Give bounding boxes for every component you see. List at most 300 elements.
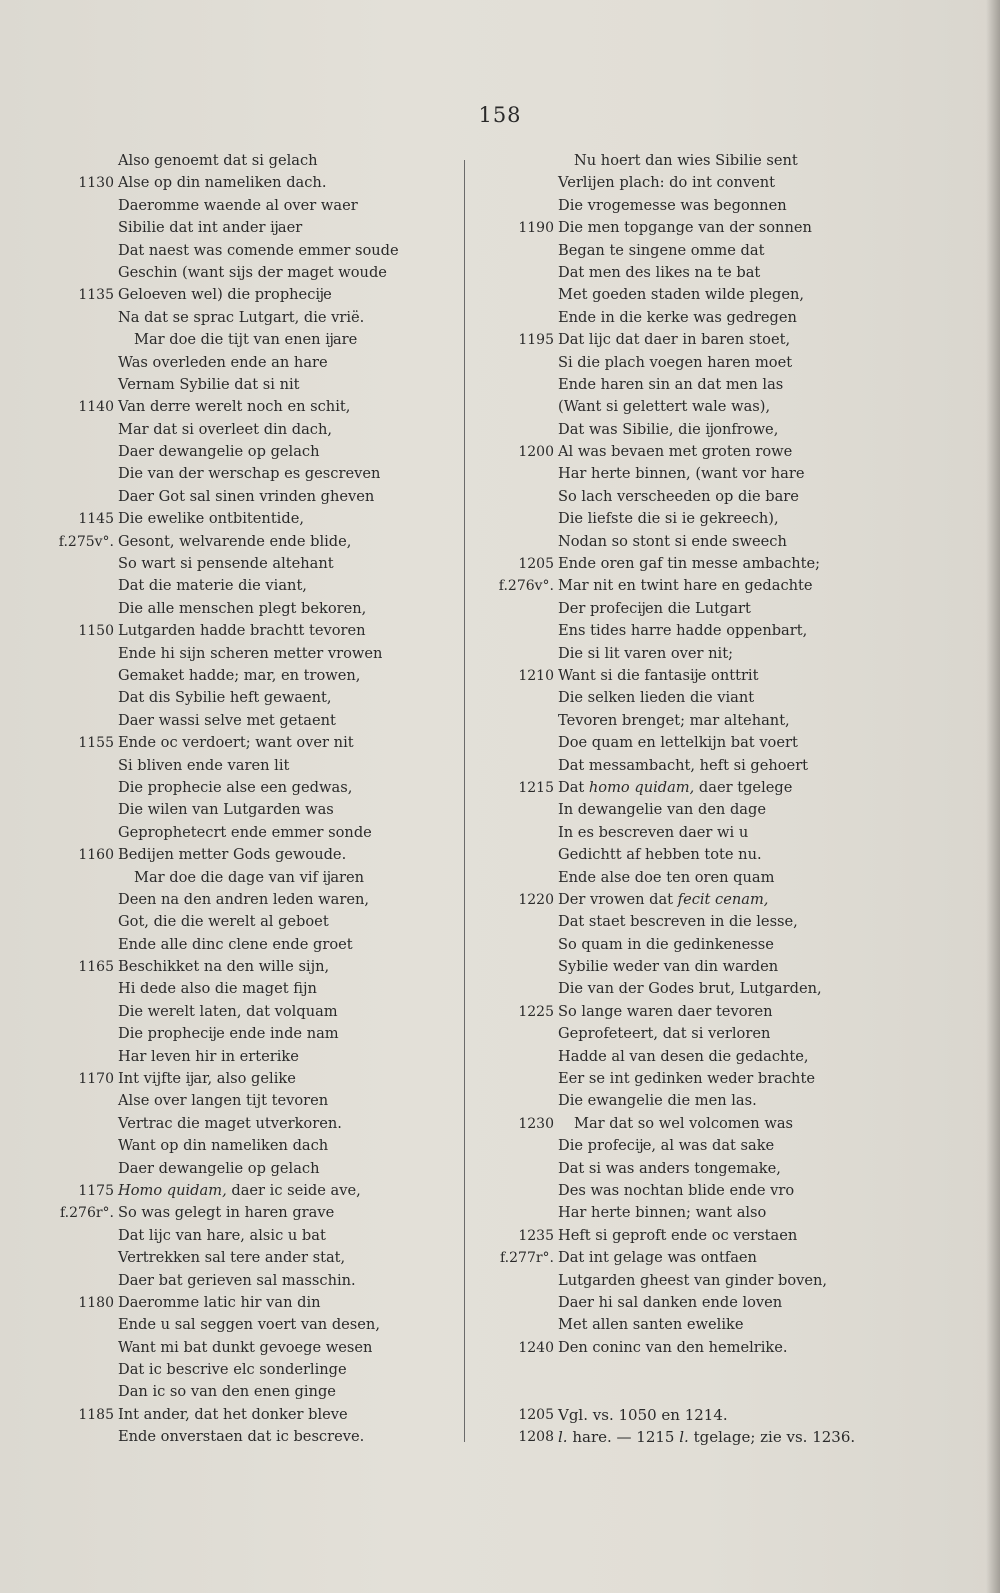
verse-line: [470, 240, 890, 262]
verse-text-part: Int vijfte ĳar, also gelike: [118, 1070, 296, 1088]
line-number: 1170: [78, 1071, 114, 1088]
verse-text: [558, 307, 797, 329]
verse-text-part: Dat naest was comende emmer soude: [118, 241, 399, 259]
verse-text-part: Geschin (want sijs der maget woude: [118, 263, 387, 281]
verse-text: [118, 1404, 348, 1426]
verse-text: [558, 486, 799, 508]
verse-text: [558, 396, 770, 418]
verse-text: [118, 284, 332, 306]
verse-line: [470, 329, 890, 351]
verse-text-part: Ende in die kerke was gedregen: [558, 308, 797, 326]
verse-text: [558, 956, 778, 978]
verse-text: [118, 262, 387, 284]
line-number: 1225: [518, 1003, 554, 1020]
verse-text-part: Lutgarden gheest van ginder boven,: [558, 1271, 828, 1289]
verse-text-part: daer ic seide ave,: [226, 1181, 361, 1199]
verse-line: [470, 598, 890, 620]
verse-text: [118, 1292, 321, 1314]
verse-line: [470, 1337, 890, 1359]
verse-text-part: Met goeden staden wilde plegen,: [558, 286, 805, 304]
verse-line: [470, 217, 890, 239]
verse-line: [470, 508, 890, 530]
verse-line: [470, 755, 890, 777]
verse-text-part: Ende alle dinc clene ende groet: [118, 935, 353, 953]
footnote-text-part: hare. — 1215: [567, 1428, 680, 1447]
column-divider: [464, 160, 465, 1442]
verse-text-part: In es bescreven daer wi u: [558, 823, 749, 841]
verse-text-part: Dat lijc dat daer in baren stoet,: [558, 331, 791, 349]
verse-text: [558, 799, 766, 821]
verse-text: [558, 822, 748, 844]
verse-text-part: Si bliven ende varen lit: [118, 756, 290, 774]
verse-line: [30, 1225, 450, 1247]
verse-text-part: Si die plach voegen haren moet: [558, 353, 793, 371]
verse-text-part: Gemaket hadde; mar, en trowen,: [118, 666, 361, 684]
verse-line: [30, 1113, 450, 1135]
verse-text-part: Al was bevaen met groten rowe: [558, 443, 793, 461]
verse-text-part: Die men topgange van der sonnen: [558, 219, 812, 237]
verse-text: [558, 1225, 797, 1247]
verse-line: [30, 352, 450, 374]
verse-text: [558, 284, 804, 306]
line-number: 1190: [518, 220, 554, 237]
right-verse-column: [470, 150, 890, 1359]
verse-text: [558, 643, 733, 665]
verse-text: [118, 396, 350, 418]
verse-line: [470, 553, 890, 575]
verse-text: [118, 553, 334, 575]
verse-text-part: Vertrac die maget utverkoren.: [118, 1114, 342, 1132]
verse-text-part: Geloeven wel) die prophecĳe: [118, 286, 332, 304]
verse-text-part: Want op din nameliken dach: [118, 1137, 329, 1155]
verse-text: [558, 172, 775, 194]
line-number: 1215: [518, 779, 554, 796]
line-number: f.276r°.: [60, 1205, 114, 1222]
verse-text-part: Mar dat si overleet din dach,: [118, 420, 332, 438]
verse-line: [30, 508, 450, 530]
verse-text-part: Der vrowen dat: [558, 890, 678, 908]
verse-line: [30, 329, 450, 351]
footnotes: [470, 1404, 990, 1449]
verse-text: [558, 195, 787, 217]
verse-text: [118, 643, 382, 665]
verse-text: [118, 1135, 328, 1157]
verse-line: [30, 217, 450, 239]
verse-line: [470, 777, 890, 799]
verse-text: [118, 1225, 326, 1247]
verse-text-part: Ende oc verdoert; want over nit: [118, 734, 354, 752]
verse-text-part: Ende onverstaen dat ic bescreve.: [118, 1428, 365, 1446]
verse-text: [558, 262, 760, 284]
verse-text-part: So quam in die gedinkenesse: [558, 935, 774, 953]
verse-text: [558, 844, 762, 866]
footnote: [470, 1404, 990, 1426]
verse-line: [30, 284, 450, 306]
verse-text-part: Der profecĳen die Lutgart: [558, 599, 751, 617]
line-number: 1150: [78, 623, 114, 640]
verse-line: [470, 1158, 890, 1180]
verse-text-part: Die wilen van Lutgarden was: [118, 801, 334, 819]
verse-text-part: Die profecĳe, al was dat sake: [558, 1137, 775, 1155]
verse-line: [30, 643, 450, 665]
verse-text-part: Ens tides harre hadde oppenbart,: [558, 622, 808, 640]
verse-line: [30, 1426, 450, 1448]
verse-line: [470, 1023, 890, 1045]
verse-text-part: Vertrekken sal tere ander stat,: [118, 1249, 346, 1267]
footnote-number: 1205: [518, 1407, 554, 1423]
verse-text-part: Verlijen plach: do int convent: [558, 174, 776, 192]
verse-text: [574, 1113, 793, 1135]
verse-text-part: Dat dis Sybilie heft gewaent,: [118, 689, 332, 707]
verse-text: [558, 1023, 770, 1045]
verse-text: [558, 867, 774, 889]
verse-text-part: Was overleden ende an hare: [118, 353, 328, 371]
verse-text-part: Bedijen metter Gods gewoude.: [118, 846, 347, 864]
line-number: 1180: [78, 1294, 114, 1311]
verse-text-part: So wart si pensende altehant: [118, 555, 334, 573]
verse-text: [558, 1314, 744, 1336]
line-number: 1175: [78, 1182, 114, 1199]
verse-text-part: Die selken lieden die viant: [558, 689, 755, 707]
latin-quote: fecit cenam,: [677, 890, 769, 908]
verse-line: [470, 463, 890, 485]
verse-text: [118, 352, 328, 374]
verse-line: [30, 755, 450, 777]
verse-text: [558, 934, 774, 956]
verse-text-part: Ende hi sijn scheren metter vrowen: [118, 644, 383, 662]
verse-line: [30, 799, 450, 821]
verse-text: [118, 1023, 339, 1045]
line-number: 1185: [78, 1406, 114, 1423]
verse-text-part: In dewangelie van den dage: [558, 801, 766, 819]
verse-text-part: Die alle menschen plegt bekoren,: [118, 599, 367, 617]
verse-text: [118, 1247, 345, 1269]
line-number: f.277r°.: [500, 1250, 554, 1267]
verse-text: [118, 1381, 336, 1403]
verse-text: [558, 553, 820, 575]
verse-text: [118, 822, 372, 844]
verse-text: [118, 710, 336, 732]
verse-line: [30, 687, 450, 709]
verse-text-part: Mar doe die dage van vif ĳaren: [134, 868, 365, 886]
verse-text-part: Die liefste die si ie gekreech),: [558, 510, 779, 528]
verse-line: [470, 978, 890, 1000]
verse-text-part: Geprophetecrt ende emmer sonde: [118, 823, 372, 841]
verse-line: [30, 822, 450, 844]
verse-text: [118, 1158, 320, 1180]
verse-line: [30, 1180, 450, 1202]
verse-line: [30, 553, 450, 575]
verse-text-part: Deen na den andren leden waren,: [118, 890, 370, 908]
verse-text: [558, 889, 768, 911]
verse-line: [30, 172, 450, 194]
verse-line: [30, 307, 450, 329]
verse-text-part: Daer dewangelie op gelach: [118, 443, 320, 461]
verse-line: [470, 665, 890, 687]
verse-text: [118, 463, 380, 485]
verse-line: [30, 1292, 450, 1314]
verse-line: [30, 1314, 450, 1336]
verse-text: [118, 441, 320, 463]
verse-line: [30, 396, 450, 418]
verse-text-part: Eer se int gedinken weder brachte: [558, 1070, 815, 1088]
verse-text-part: Met allen santen ewelike: [558, 1316, 744, 1334]
verse-line: [30, 240, 450, 262]
verse-text-part: Alse op din nameliken dach.: [118, 174, 327, 192]
verse-text-part: Die van der werschap es gescreven: [118, 465, 381, 483]
verse-text-part: Den coninc van den hemelrike.: [558, 1338, 788, 1356]
verse-text: [118, 195, 358, 217]
verse-text: [558, 575, 813, 597]
verse-text: [118, 978, 317, 1000]
line-number: f.276v°.: [498, 578, 554, 595]
verse-text-part: Heft si geproft ende oc verstaen: [558, 1226, 798, 1244]
footnote-text: [558, 1426, 855, 1448]
verse-line: [30, 463, 450, 485]
verse-line: [30, 1135, 450, 1157]
line-number: 1210: [518, 667, 554, 684]
verse-text-part: Want mi bat dunkt gevoege wesen: [118, 1338, 373, 1356]
verse-text: [118, 150, 318, 172]
verse-text-part: Die vrogemesse was begonnen: [558, 196, 787, 214]
verse-line: [30, 911, 450, 933]
verse-line: [470, 934, 890, 956]
verse-line: [30, 1270, 450, 1292]
verse-text-part: Sybilie weder van din warden: [558, 958, 779, 976]
verse-text: [118, 1046, 299, 1068]
verse-text-part: Int ander, dat het donker bleve: [118, 1405, 348, 1423]
verse-text-part: So lange waren daer tevoren: [558, 1002, 773, 1020]
verse-line: [30, 1247, 450, 1269]
verse-text-part: Nu hoert dan wies Sibilie sent: [574, 152, 798, 169]
verse-text: [558, 240, 764, 262]
verse-line: [30, 419, 450, 441]
line-number: 1205: [518, 556, 554, 573]
verse-line: [30, 732, 450, 754]
verse-line: [30, 1046, 450, 1068]
verse-text-part: Got, die die werelt al geboet: [118, 913, 329, 931]
verse-text: [574, 150, 798, 172]
verse-text-part: Ende u sal seggen voert van desen,: [118, 1316, 380, 1334]
verse-line: [470, 710, 890, 732]
verse-text-part: Gesont, welvarende ende blide,: [118, 532, 352, 550]
verse-text-part: Daer Got sal sinen vrinden gheven: [118, 487, 375, 505]
footnote-abbrev: l.: [679, 1428, 689, 1447]
verse-line: [470, 1202, 890, 1224]
verse-text: [558, 978, 822, 1000]
verse-text-part: Tevoren brenget; mar altehant,: [558, 711, 790, 729]
verse-line: [30, 1202, 450, 1224]
verse-text: [118, 911, 329, 933]
verse-line: [30, 620, 450, 642]
verse-text: [118, 1359, 347, 1381]
verse-line: [470, 262, 890, 284]
verse-text: [558, 732, 798, 754]
verse-line: [470, 1180, 890, 1202]
verse-line: [470, 531, 890, 553]
verse-line: [30, 844, 450, 866]
verse-line: [470, 799, 890, 821]
verse-line: [30, 1090, 450, 1112]
verse-text-part: Nodan so stont si ende sweech: [558, 532, 787, 550]
verse-line: [470, 419, 890, 441]
verse-text: [558, 329, 790, 351]
verse-line: [30, 374, 450, 396]
verse-line: [470, 1046, 890, 1068]
verse-line: [30, 1404, 450, 1426]
verse-text: [118, 1180, 361, 1202]
verse-text-part: (Want si gelettert wale was),: [558, 398, 771, 416]
verse-text-part: Daer bat gerieven sal masschin.: [118, 1271, 356, 1289]
verse-text: [118, 1337, 372, 1359]
verse-text: [118, 732, 354, 754]
line-number: 1230: [518, 1115, 554, 1132]
verse-text: [118, 1426, 364, 1448]
verse-text: [118, 889, 369, 911]
verse-text-part: Dan ic so van den enen ginge: [118, 1383, 336, 1401]
verse-line: [30, 867, 450, 889]
verse-line: [470, 352, 890, 374]
verse-text: [118, 240, 399, 262]
verse-text-part: Har herte binnen; want also: [558, 1204, 767, 1222]
verse-text: [558, 531, 787, 553]
verse-text-part: Doe quam en lettelkijn bat voert: [558, 734, 798, 752]
verse-text: [558, 508, 779, 530]
verse-line: [470, 956, 890, 978]
line-number: 1240: [518, 1339, 554, 1356]
verse-line: [30, 665, 450, 687]
verse-text: [118, 844, 346, 866]
verse-text: [118, 665, 360, 687]
verse-text-part: Want si die fantasĳe onttrit: [558, 666, 759, 684]
verse-text: [118, 486, 374, 508]
line-number: 1165: [78, 959, 114, 976]
verse-line: [470, 1292, 890, 1314]
footnote-text-part: tgelage; zie vs. 1236.: [688, 1428, 856, 1447]
verse-text-part: daer tgelege: [694, 778, 793, 796]
verse-text-part: Ende alse doe ten oren quam: [558, 868, 775, 886]
verse-text: [558, 1247, 757, 1269]
verse-text-part: Mar dat so wel volcomen was: [574, 1114, 794, 1132]
verse-text-part: Die si lit varen over nit;: [558, 644, 734, 662]
verse-text: [118, 1202, 334, 1224]
footnote-number: 1208: [518, 1429, 554, 1446]
verse-line: [470, 1247, 890, 1269]
line-number: 1235: [518, 1227, 554, 1244]
verse-text-part: Daer wassi selve met getaent: [118, 711, 336, 729]
verse-text: [118, 217, 302, 239]
verse-text-part: Dat men des likes na te bat: [558, 263, 761, 281]
verse-text: [558, 1001, 773, 1023]
verse-text-part: Alse over langen tijt tevoren: [118, 1092, 329, 1110]
verse-text-part: Die van der Godes brut, Lutgarden,: [558, 980, 822, 998]
verse-text: [118, 1001, 338, 1023]
line-number: 1200: [518, 444, 554, 461]
verse-text-part: Began te singene omme dat: [558, 241, 765, 259]
verse-text-part: Van derre werelt noch en schit,: [118, 398, 351, 416]
verse-text-part: Daer dewangelie op gelach: [118, 1159, 320, 1177]
verse-line: [30, 1337, 450, 1359]
verse-text: [118, 531, 351, 553]
verse-line: [470, 172, 890, 194]
verse-line: [30, 1023, 450, 1045]
verse-text: [558, 1158, 781, 1180]
verse-line: [30, 441, 450, 463]
verse-text: [118, 1270, 356, 1292]
verse-text: [118, 956, 329, 978]
footnote-text: [558, 1404, 728, 1426]
verse-text: [134, 329, 357, 351]
verse-text: [134, 867, 364, 889]
verse-text: [558, 1090, 757, 1112]
verse-text: [558, 441, 792, 463]
verse-line: [470, 867, 890, 889]
line-number: 1145: [78, 511, 114, 528]
verse-text-part: So lach verscheeden op die bare: [558, 487, 799, 505]
verse-text-part: Dat: [558, 778, 589, 796]
verse-text: [558, 1180, 794, 1202]
verse-text: [118, 755, 289, 777]
verse-line: [30, 956, 450, 978]
verse-text: [558, 665, 758, 687]
verse-line: [30, 575, 450, 597]
verse-text-part: Dat messambacht, heft si gehoert: [558, 756, 809, 774]
verse-line: [30, 150, 450, 172]
verse-line: [30, 598, 450, 620]
verse-line: [30, 777, 450, 799]
verse-text-part: So was gelegt in haren grave: [118, 1204, 335, 1222]
verse-text: [118, 575, 307, 597]
verse-text: [118, 1068, 296, 1090]
verse-text: [118, 1090, 328, 1112]
verse-text-part: Geprofeteert, dat si verloren: [558, 1025, 771, 1043]
verse-text: [558, 687, 754, 709]
verse-text: [558, 1337, 788, 1359]
verse-text: [558, 352, 792, 374]
verse-line: [470, 1270, 890, 1292]
verse-line: [470, 307, 890, 329]
left-verse-column: [30, 150, 450, 1449]
verse-line: [470, 643, 890, 665]
footnote: [470, 1426, 990, 1448]
verse-line: [30, 195, 450, 217]
verse-text-part: Hadde al van desen die gedachte,: [558, 1047, 809, 1065]
verse-line: [30, 1068, 450, 1090]
verse-line: [470, 1135, 890, 1157]
verse-text: [118, 172, 326, 194]
line-number: 1155: [78, 735, 114, 752]
line-number: f.275v°.: [58, 533, 114, 550]
verse-text: [118, 687, 332, 709]
verse-text: [118, 374, 300, 396]
verse-line: [30, 889, 450, 911]
verse-line: [470, 374, 890, 396]
footnote-abbrev: l.: [558, 1428, 568, 1447]
verse-text-part: Daeromme latic hir van din: [118, 1293, 321, 1311]
verse-text-part: Dat was Sibilie, die ĳonfrowe,: [558, 420, 779, 438]
latin-quote: Homo quidam,: [118, 1181, 227, 1199]
verse-text-part: Mar nit en twint hare en gedachte: [558, 577, 813, 595]
footnote-text-part: Vgl. vs. 1050 en 1214.: [558, 1406, 728, 1424]
verse-text: [558, 911, 798, 933]
verse-line: [30, 1158, 450, 1180]
verse-text-part: Des was nochtan blide ende vro: [558, 1181, 795, 1199]
verse-text-part: Gedichtt af hebben tote nu.: [558, 846, 762, 864]
verse-text: [558, 1292, 782, 1314]
verse-line: [470, 396, 890, 418]
verse-text: [558, 217, 812, 239]
verse-line: [470, 620, 890, 642]
